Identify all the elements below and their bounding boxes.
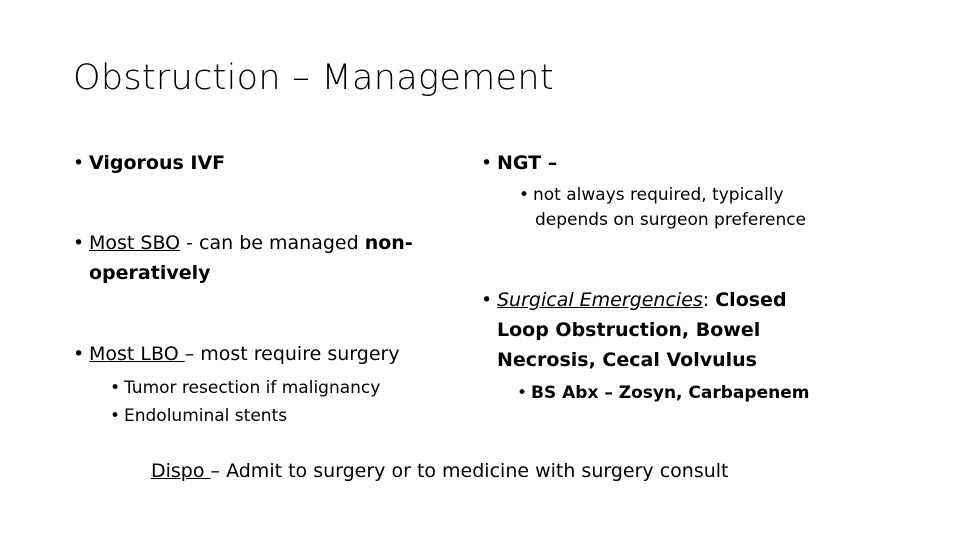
sub-text: Endoluminal stents [124,406,288,426]
bullet-dot: • [110,378,121,398]
dispo-label: Dispo [151,460,211,482]
bullet-dot: • [73,152,85,174]
emergencies-bold-3: Necrosis, Cecal Volvulus [497,349,757,371]
bullet-most-sbo-cont [89,258,211,288]
bullet-vigorous-ivf [73,148,225,178]
bullet-dot: • [73,232,85,254]
bullet-dot: • [73,343,85,365]
bullet-most-lbo [73,339,400,369]
sub-ngt-line1 [519,183,784,207]
bullet-surgical-emergencies-cont2 [497,345,757,375]
bullet-dot: • [519,185,530,205]
bullet-surgical-emergencies-cont1 [497,315,760,345]
bullet-text: NGT – [497,152,558,174]
emergencies-bold-2: Loop Obstruction, Bowel [497,319,761,341]
sub-text: not always required, typically [533,185,784,205]
bullet-most-sbo [73,228,413,258]
lbo-underlined: Most LBO [89,343,185,365]
sub-text: depends on surgeon preference [535,210,807,230]
colon: : [702,289,716,311]
sub-text: Tumor resection if malignancy [124,378,381,398]
bullet-dot: • [481,289,493,311]
sub-bs-abx [517,381,809,405]
sbo-bold-1: non- [364,232,413,254]
slide-title: Obstruction – Management [73,58,554,98]
sbo-bold-2: operatively [89,262,211,284]
dispo-text: – Admit to surgery or to medicine with surgery consult [210,460,729,482]
sbo-mid: - can be managed [180,232,365,254]
bullet-surgical-emergencies [481,285,787,315]
sub-endoluminal-stents [110,404,287,428]
sub-text: BS Abx – Zosyn, Carbapenem [531,383,810,403]
sbo-underlined: Most SBO [89,232,181,254]
emergencies-bold-1: Closed [715,289,787,311]
surgical-emergencies-label: Surgical Emergencies [497,289,703,311]
bullet-text: Vigorous IVF [89,152,226,174]
bullet-ngt [481,148,557,178]
bullet-dot: • [517,383,528,403]
bullet-dot: • [110,406,121,426]
dispo-line [151,456,728,486]
bullet-dot: • [481,152,493,174]
lbo-rest: – most require surgery [184,343,400,365]
sub-ngt-line2 [535,208,806,232]
sub-tumor-resection [110,376,380,400]
